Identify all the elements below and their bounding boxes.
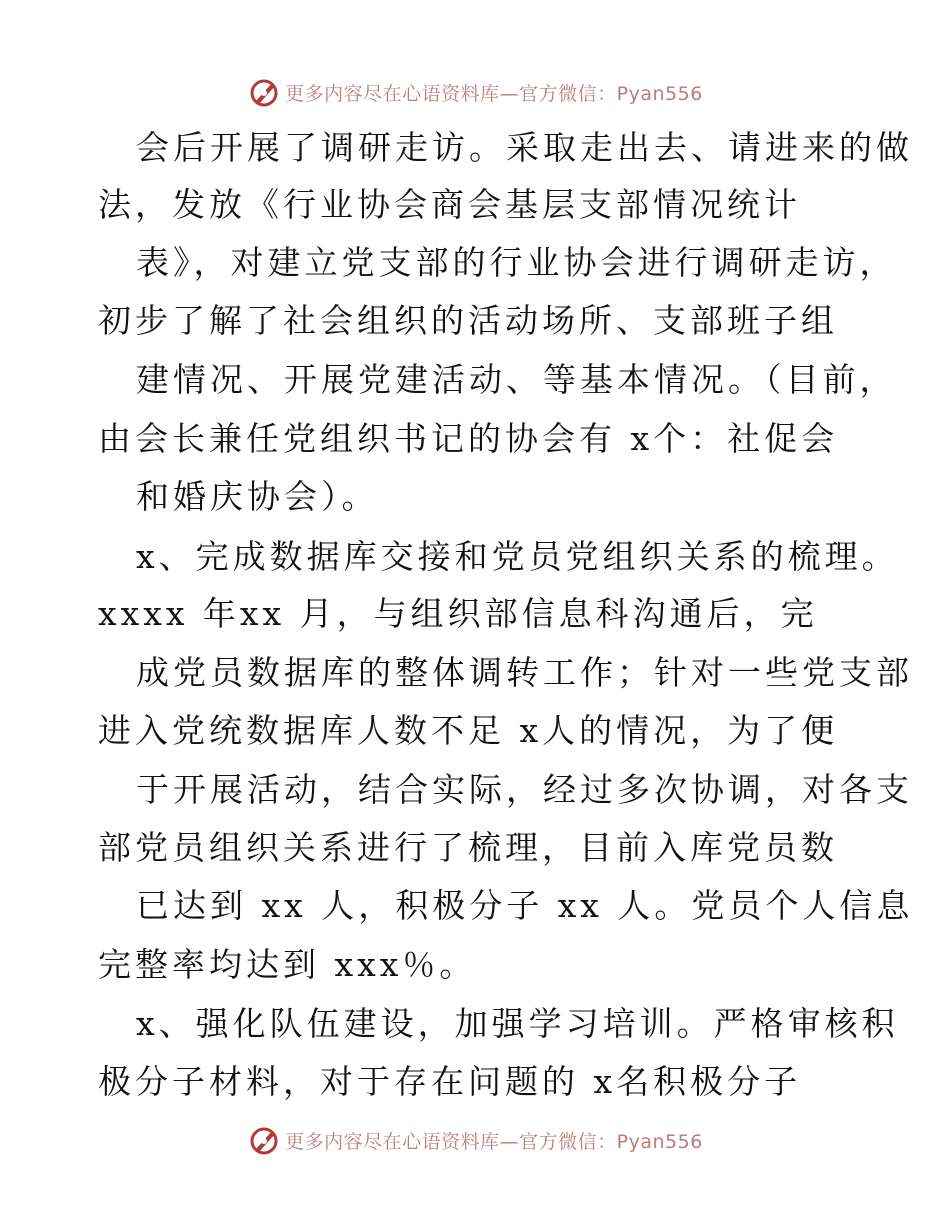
body-line-14: 已达到 xx 人，积极分子 xx 人。党员个人信息 [136,886,914,925]
body-line-4: 初步了解了社会组织的活动场所、支部班子组 [98,301,838,340]
body-line-3: 表》，对建立党支部的行业协会进行调研走访， [136,243,897,282]
body-line-2: 法，发放《行业协会商会基层支部情况统计 [98,185,801,224]
footer-watermark-text: 更多内容尽在心语资料库—官方微信：Pyan556 [285,1130,703,1153]
footer-watermark-banner [0,1120,950,1160]
body-line-5: 建情况、开展党建活动、等基本情况。（目前， [136,360,897,399]
body-line-16: x、强化队伍建设，加强学习培训。严格审核积 [136,1004,899,1043]
pen-circle-logo-icon [247,75,281,109]
body-line-7: 和婚庆协会）。 [136,477,379,516]
body-line-8: x、完成数据库交接和党员党组织关系的梳理。 [136,537,899,576]
body-line-1: 会后开展了调研走访。采取走出去、请进来的做 [136,128,913,167]
body-line-17: 极分子材料，对于存在问题的 x名积极分子 [98,1062,802,1101]
body-line-6: 由会长兼任党组织书记的协会有 x个：社促会 [98,419,839,458]
body-line-11: 进入党统数据库人数不足 x人的情况，为了便 [98,711,839,750]
body-line-13: 部党员组织关系进行了梳理，目前入库党员数 [98,828,838,867]
body-line-15: 完整率均达到 xxx％。 [98,945,477,984]
pen-circle-logo-icon [247,1123,281,1157]
header-watermark-banner [0,72,950,112]
body-line-12: 于开展活动，结合实际，经过多次协调，对各支 [136,770,913,809]
header-watermark-text: 更多内容尽在心语资料库—官方微信：Pyan556 [285,82,703,105]
body-line-9: xxxx 年xx 月，与组织部信息科沟通后，完 [98,594,818,633]
body-line-10: 成党员数据库的整体调转工作；针对一些党支部 [136,653,913,692]
